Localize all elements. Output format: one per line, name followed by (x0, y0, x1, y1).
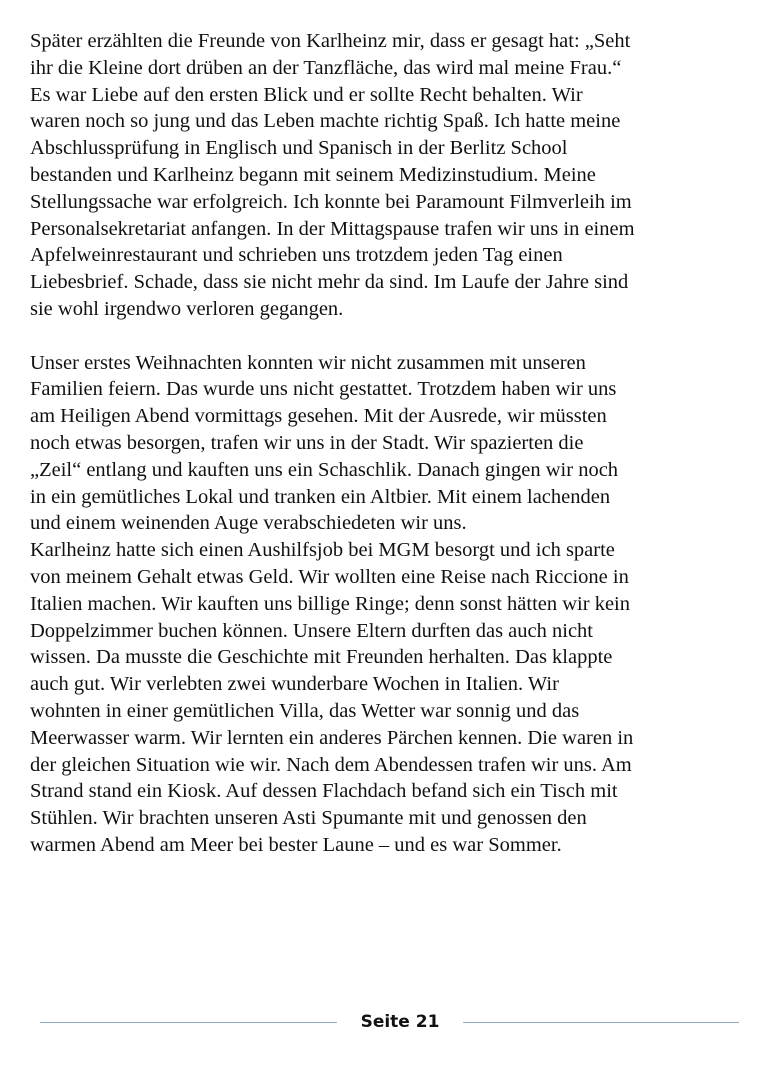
text-line: auch gut. Wir verlebten zwei wunderbare Wochen in Italien. Wir (30, 673, 559, 696)
text-line: „Zeil“ entlang und kauften uns ein Schaschlik. Danach gingen wir noch (30, 458, 619, 481)
text-line: und einem weinenden Auge verabschiedeten wir uns. (30, 512, 467, 535)
text-line: Es war Liebe auf den ersten Blick und er sollte Recht behalten. Wir (30, 83, 583, 106)
paragraph-2 (30, 350, 730, 859)
page-number: Seite 21 (360, 1012, 440, 1032)
paragraph-1 (30, 28, 730, 323)
footer-rule-right (463, 1022, 739, 1023)
text-line: noch etwas besorgen, trafen wir uns in der Stadt. Wir spazierten die (30, 431, 584, 454)
text-line: am Heiligen Abend vormittags gesehen. Mit der Ausrede, wir müssten (30, 405, 607, 428)
text-line: warmen Abend am Meer bei bester Laune – und es war Sommer. (30, 833, 562, 856)
text-line: Personalsekretariat anfangen. In der Mittagspause trafen wir uns in einem (30, 217, 635, 240)
text-line: Familien feiern. Das wurde uns nicht gestattet. Trotzdem haben wir uns (30, 378, 617, 401)
footer-rule-left (40, 1022, 337, 1023)
text-line: bestanden und Karlheinz begann mit seinem Medizinstudium. Meine (30, 163, 596, 186)
text-line: ihr die Kleine dort drüben an der Tanzfläche, das wird mal meine Frau.“ (30, 56, 622, 79)
text-line: Stellungssache war erfolgreich. Ich konnte bei Paramount Filmverleih im (30, 190, 632, 213)
text-line: Abschlussprüfung in Englisch und Spanisch in der Berlitz School (30, 137, 568, 160)
text-line: waren noch so jung und das Leben machte richtig Spaß. Ich hatte meine (30, 110, 621, 133)
document-body (30, 28, 730, 859)
text-line: Italien machen. Wir kauften uns billige Ringe; denn sonst hätten wir kein (30, 592, 630, 615)
text-line: Später erzählten die Freunde von Karlheinz mir, dass er gesagt hat: „Seht (30, 30, 631, 52)
text-line: sie wohl irgendwo verloren gegangen. (30, 297, 344, 320)
text-line: wohnten in einer gemütlichen Villa, das Wetter war sonnig und das (30, 699, 580, 722)
text-line: von meinem Gehalt etwas Geld. Wir wollten eine Reise nach Riccione in (30, 565, 629, 588)
text-line: Liebesbrief. Schade, dass sie nicht mehr da sind. Im Laufe der Jahre sind (30, 271, 629, 294)
text-line: Doppelzimmer buchen können. Unsere Eltern durften das auch nicht (30, 619, 593, 642)
text-line: der gleichen Situation wie wir. Nach dem Abendessen trafen wir uns. Am (30, 753, 632, 776)
page-footer (0, 1010, 759, 1036)
text-line: in ein gemütliches Lokal und tranken ein Altbier. Mit einem lachenden (30, 485, 611, 508)
text-line: Stühlen. Wir brachten unseren Asti Spumante mit und genossen den (30, 807, 587, 830)
text-line: Strand stand ein Kiosk. Auf dessen Flachdach befand sich ein Tisch mit (30, 780, 618, 803)
text-line: Unser erstes Weihnachten konnten wir nicht zusammen mit unseren (30, 351, 586, 374)
text-line: wissen. Da musste die Geschichte mit Freunden herhalten. Das klappte (30, 646, 613, 669)
text-line: Meerwasser warm. Wir lernten ein anderes Pärchen kennen. Die waren in (30, 726, 634, 749)
paragraph-spacer (30, 323, 730, 350)
text-line: Karlheinz hatte sich einen Aushilfsjob bei MGM besorgt und ich sparte (30, 539, 615, 562)
text-line: Apfelweinrestaurant und schrieben uns trotzdem jeden Tag einen (30, 244, 563, 267)
